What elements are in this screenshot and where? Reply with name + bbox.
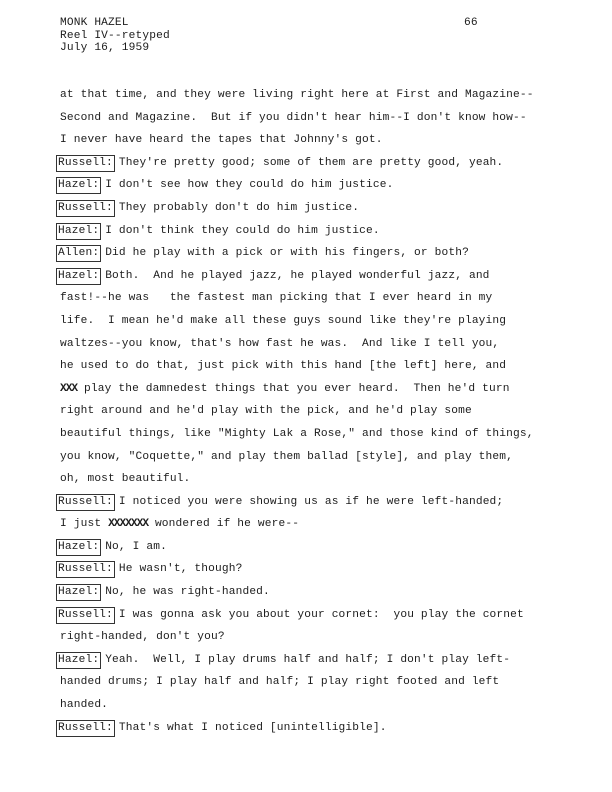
transcript-line: oh, most beautiful.: [60, 473, 191, 486]
turn-text: play the damnedest things that you ever heard. Then he'd turn: [84, 382, 510, 395]
speaker-label: Russell:: [56, 720, 115, 737]
turn-text: No, I am.: [105, 540, 167, 553]
turn-text: I was gonna ask you about your cornet: you play the cornet: [118, 608, 524, 621]
speaker-turn: [60, 242, 540, 265]
transcript-line: at that time, and they were living right here at First and Magazine--: [60, 89, 534, 101]
turn-text: He wasn't, though?: [118, 563, 243, 576]
turn-text: wondered if he were--: [154, 518, 300, 531]
speaker-label: Russell:: [56, 494, 115, 511]
page-header: [60, 17, 170, 55]
transcript-line: handed drums; I play half and half; I play right footed and left: [60, 676, 500, 689]
turn-text: I don't think they could do him justice.: [105, 224, 380, 237]
speaker-label: Hazel:: [56, 539, 101, 556]
turn-text: I noticed you were showing us as if he were left-handed;: [118, 495, 504, 508]
speaker-label: Hazel:: [56, 223, 101, 240]
speaker-turn: [60, 558, 540, 581]
turn-text: That's what I noticed [unintelligible].: [118, 721, 387, 734]
speaker-turn: [60, 536, 540, 559]
speaker-turn: [60, 174, 540, 197]
turn-text: No, he was right-handed.: [105, 586, 270, 599]
turn-text: I don't see how they could do him justice.: [105, 179, 394, 192]
speaker-label: Russell:: [56, 561, 115, 578]
speaker-turn: [60, 152, 540, 175]
turn-text: Did he play with a pick or with his fingers, or both?: [105, 247, 469, 260]
speaker-turn: [60, 220, 540, 243]
turn-text: I just: [60, 518, 102, 531]
transcript-line: Second and Magazine. But if you didn't hear him--I don't know how--: [60, 111, 527, 124]
transcript-body: [60, 84, 540, 739]
interviewee-name: MONK HAZEL: [60, 17, 129, 29]
transcript-line: waltzes--you know, that's how fast he was. And like I tell you,: [60, 337, 500, 350]
speaker-label: Hazel:: [56, 268, 101, 285]
speaker-label: Russell:: [56, 607, 115, 624]
transcript-line: fast!--he was the fastest man picking that I ever heard in my: [60, 292, 493, 305]
speaker-label: Russell:: [56, 155, 115, 172]
transcript-line: [60, 513, 540, 536]
reel-label: Reel IV--retyped: [60, 29, 170, 42]
turn-text: They probably don't do him justice.: [118, 201, 360, 214]
speaker-turn: [60, 265, 540, 288]
speaker-label: Allen:: [56, 245, 101, 262]
turn-text: They're pretty good; some of them are pretty good, yeah.: [118, 156, 504, 169]
speaker-label: Hazel:: [56, 652, 101, 669]
speaker-turn: [60, 491, 540, 514]
turn-text: Both. And he played jazz, he played wonderful jazz, and: [105, 269, 490, 282]
turn-text: Yeah. Well, I play drums half and half; I don't play left-: [105, 653, 511, 666]
transcript-line: beautiful things, like "Mighty Lak a Rose," and those kind of things,: [60, 427, 534, 440]
transcript-line: [60, 378, 540, 401]
transcript-line: handed.: [60, 699, 109, 712]
speaker-label: Hazel:: [56, 177, 101, 194]
transcript-line: life. I mean he'd make all these guys sound like they're playing: [60, 314, 507, 327]
strikeout-mark: XXXXXXX: [108, 518, 149, 531]
speaker-turn: [60, 649, 540, 672]
speaker-label: Hazel:: [56, 584, 101, 601]
transcript-line: right around and he'd play with the pick, and he'd play some: [60, 405, 472, 418]
transcript-line: right-handed, don't you?: [60, 631, 225, 644]
transcript-line: I never have heard the tapes that Johnny's got.: [60, 134, 383, 147]
speaker-label: Russell:: [56, 200, 115, 217]
transcript-line: you know, "Coquette," and play them ballad [style], and play them,: [60, 450, 513, 463]
page-number: 66: [464, 17, 478, 29]
speaker-turn: [60, 197, 540, 220]
interview-date: July 16, 1959: [60, 42, 150, 54]
speaker-turn: [60, 604, 540, 627]
strikeout-mark: XXX: [60, 382, 78, 395]
speaker-turn: [60, 717, 540, 740]
transcript-line: he used to do that, just pick with this hand [the left] here, and: [60, 360, 507, 373]
speaker-turn: [60, 581, 540, 604]
